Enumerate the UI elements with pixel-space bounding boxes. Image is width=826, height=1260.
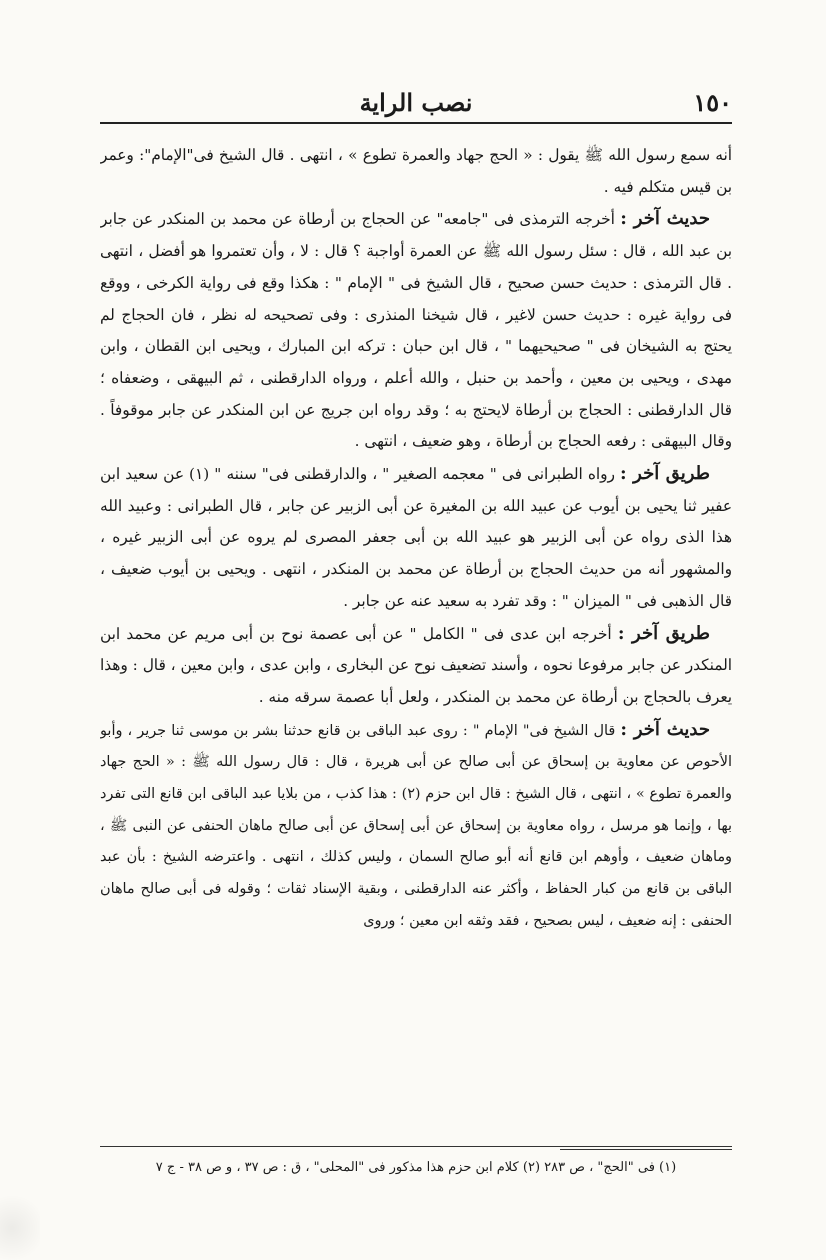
section-heading: طريق آخر : (620, 463, 710, 485)
paper-texture (0, 1180, 40, 1260)
paragraph-text: رواه الطبرانى فى " معجمه الصغير " ، والدارقطنى فى" سننه " (١) عن سعيد ابن عفير ثنا يحيى بن أيوب عن عبيد الله بن المغيرة عن أبى الزبير عن جابر ، قال الطبرانى : وعبيد الله هذا الذى رواه عن أبى الزبير هو عبيد الله بن أبى جعفر المصرى لم يروه عن أبى الزبير غيره ، والمشهور أنه من حديث الحجاج بن أرطاة عن محمد بن المنكدر ، انتهى . ويحيى بن أيوب ضعيف ، قال الذهبى فى " الميزان " : وقد تفرد به سعيد عنه عن جابر . (100, 465, 732, 610)
paragraph-text: قال الشيخ فى" الإمام " : روى عبد الباقى بن قانع حدثنا بشر بن موسى ثنا جرير ، وأبو الأحوص عن معاوية بن إسحاق عن أبى صالح عن أبى هريرة ، قال : قال رسول الله ﷺ : « الحج جهاد والعمرة تطوع » ، انتهى ، قال الشيخ : قال ابن حزم (٢) : هذا كذب ، من بلايا عبد الباقى ابن قانع التى تفرد بها ، وإنما هو مرسل ، رواه معاوية بن إسحاق عن أبى إسحاق عن أبى صالح ماهان الحنفى عن النبى ﷺ ، وماهان ضعيف ، وأوهم ابن قانع أنه أبو صالح السمان ، وليس كذلك ، انتهى . واعترضه الشيخ : بأن عبد الباقى بن قانع من كبار الحفاظ ، وأكثر عنه الدارقطنى ، وبقية الإسناد ثقات ؛ وقوله فى أبى صالح ماهان الحنفى : إنه ضعيف ، ليس بصحيح ، فقد وثقه ابن معين ؛ وروى (100, 722, 732, 929)
paragraph-text: أخرجه الترمذى فى "جامعه" عن الحجاج بن أرطاة عن محمد بن المنكدر عن جابر بن عبد الله ، قال : سئل رسول الله ﷺ عن العمرة أواجبة ؟ قال : لا ، وأن تعتمروا هو أفضل ، انتهى . قال الترمذى : حديث حسن صحيح ، قال الشيخ فى " الإمام " : هكذا وقع فى رواية الكرخى ، ووقع فى رواية غيره : حديث حسن لاغير ، قال شيخنا المنذرى : وفى تصحيحه له نظر ، فان الحجاج لم يحتج به الشيخان فى " صحيحيهما " ، قال ابن حبان : تركه ابن المبارك ، ويحيى ابن القطان ، وابن مهدى ، ويحيى بن معين ، وأحمد بن حنبل ، والله أعلم ، ورواه الدارقطنى ، ثم البيهقى ، وضعفاه ؛ قال الدارقطنى : الحجاج بن أرطاة لايحتج به ؛ وقد رواه ابن جريج عن ابن المنكدر عن جابر موقوفاً . وقال البيهقى : رفعه الحجاج بن أرطاة ، وهو ضعيف ، انتهى . (100, 210, 732, 451)
footnote-divider-short (560, 1149, 732, 1150)
running-title: نصب الراية (359, 88, 473, 117)
footnote-divider (100, 1146, 732, 1147)
page-header (100, 88, 732, 124)
paragraph-2 (100, 203, 732, 458)
main-text (100, 140, 732, 1146)
paragraph-4 (100, 618, 732, 714)
paragraph-text: أنه سمع رسول الله ﷺ يقول : « الحج جهاد والعمرة تطوع » ، انتهى . قال الشيخ فى"الإمام": وعمر بن قيس متكلم فيه . (100, 146, 732, 196)
section-heading: طريق آخر : (617, 622, 710, 644)
section-heading: حديث آخر : (620, 718, 710, 740)
paragraph-text: أخرجه ابن عدى فى " الكامل " عن أبى عصمة نوح بن أبى مريم عن محمد ابن المنكدر عن جابر مرفوعا نحوه ، وأسند تضعيف نوح عن البخارى ، وابن عدى ، وابن معين ، قال : وهذا يعرف بالحجاج بن أرطاة عن محمد بن المنكدر ، ولعل أبا عصمة سرقه منه . (100, 624, 732, 706)
paragraph-3 (100, 458, 732, 618)
section-heading: حديث آخر : (620, 208, 710, 230)
paragraph-5 (100, 714, 732, 938)
footnotes: (١) فى "الحج" ، ص ٢٨٣ (٢) كلام ابن حزم هذا مذكور فى "المحلى" ، ق : ص ٣٧ ، و ص ٣٨ - ج ٧ (155, 1160, 677, 1175)
paragraph-1 (100, 140, 732, 203)
page-number: ١٥٠ (693, 88, 732, 117)
